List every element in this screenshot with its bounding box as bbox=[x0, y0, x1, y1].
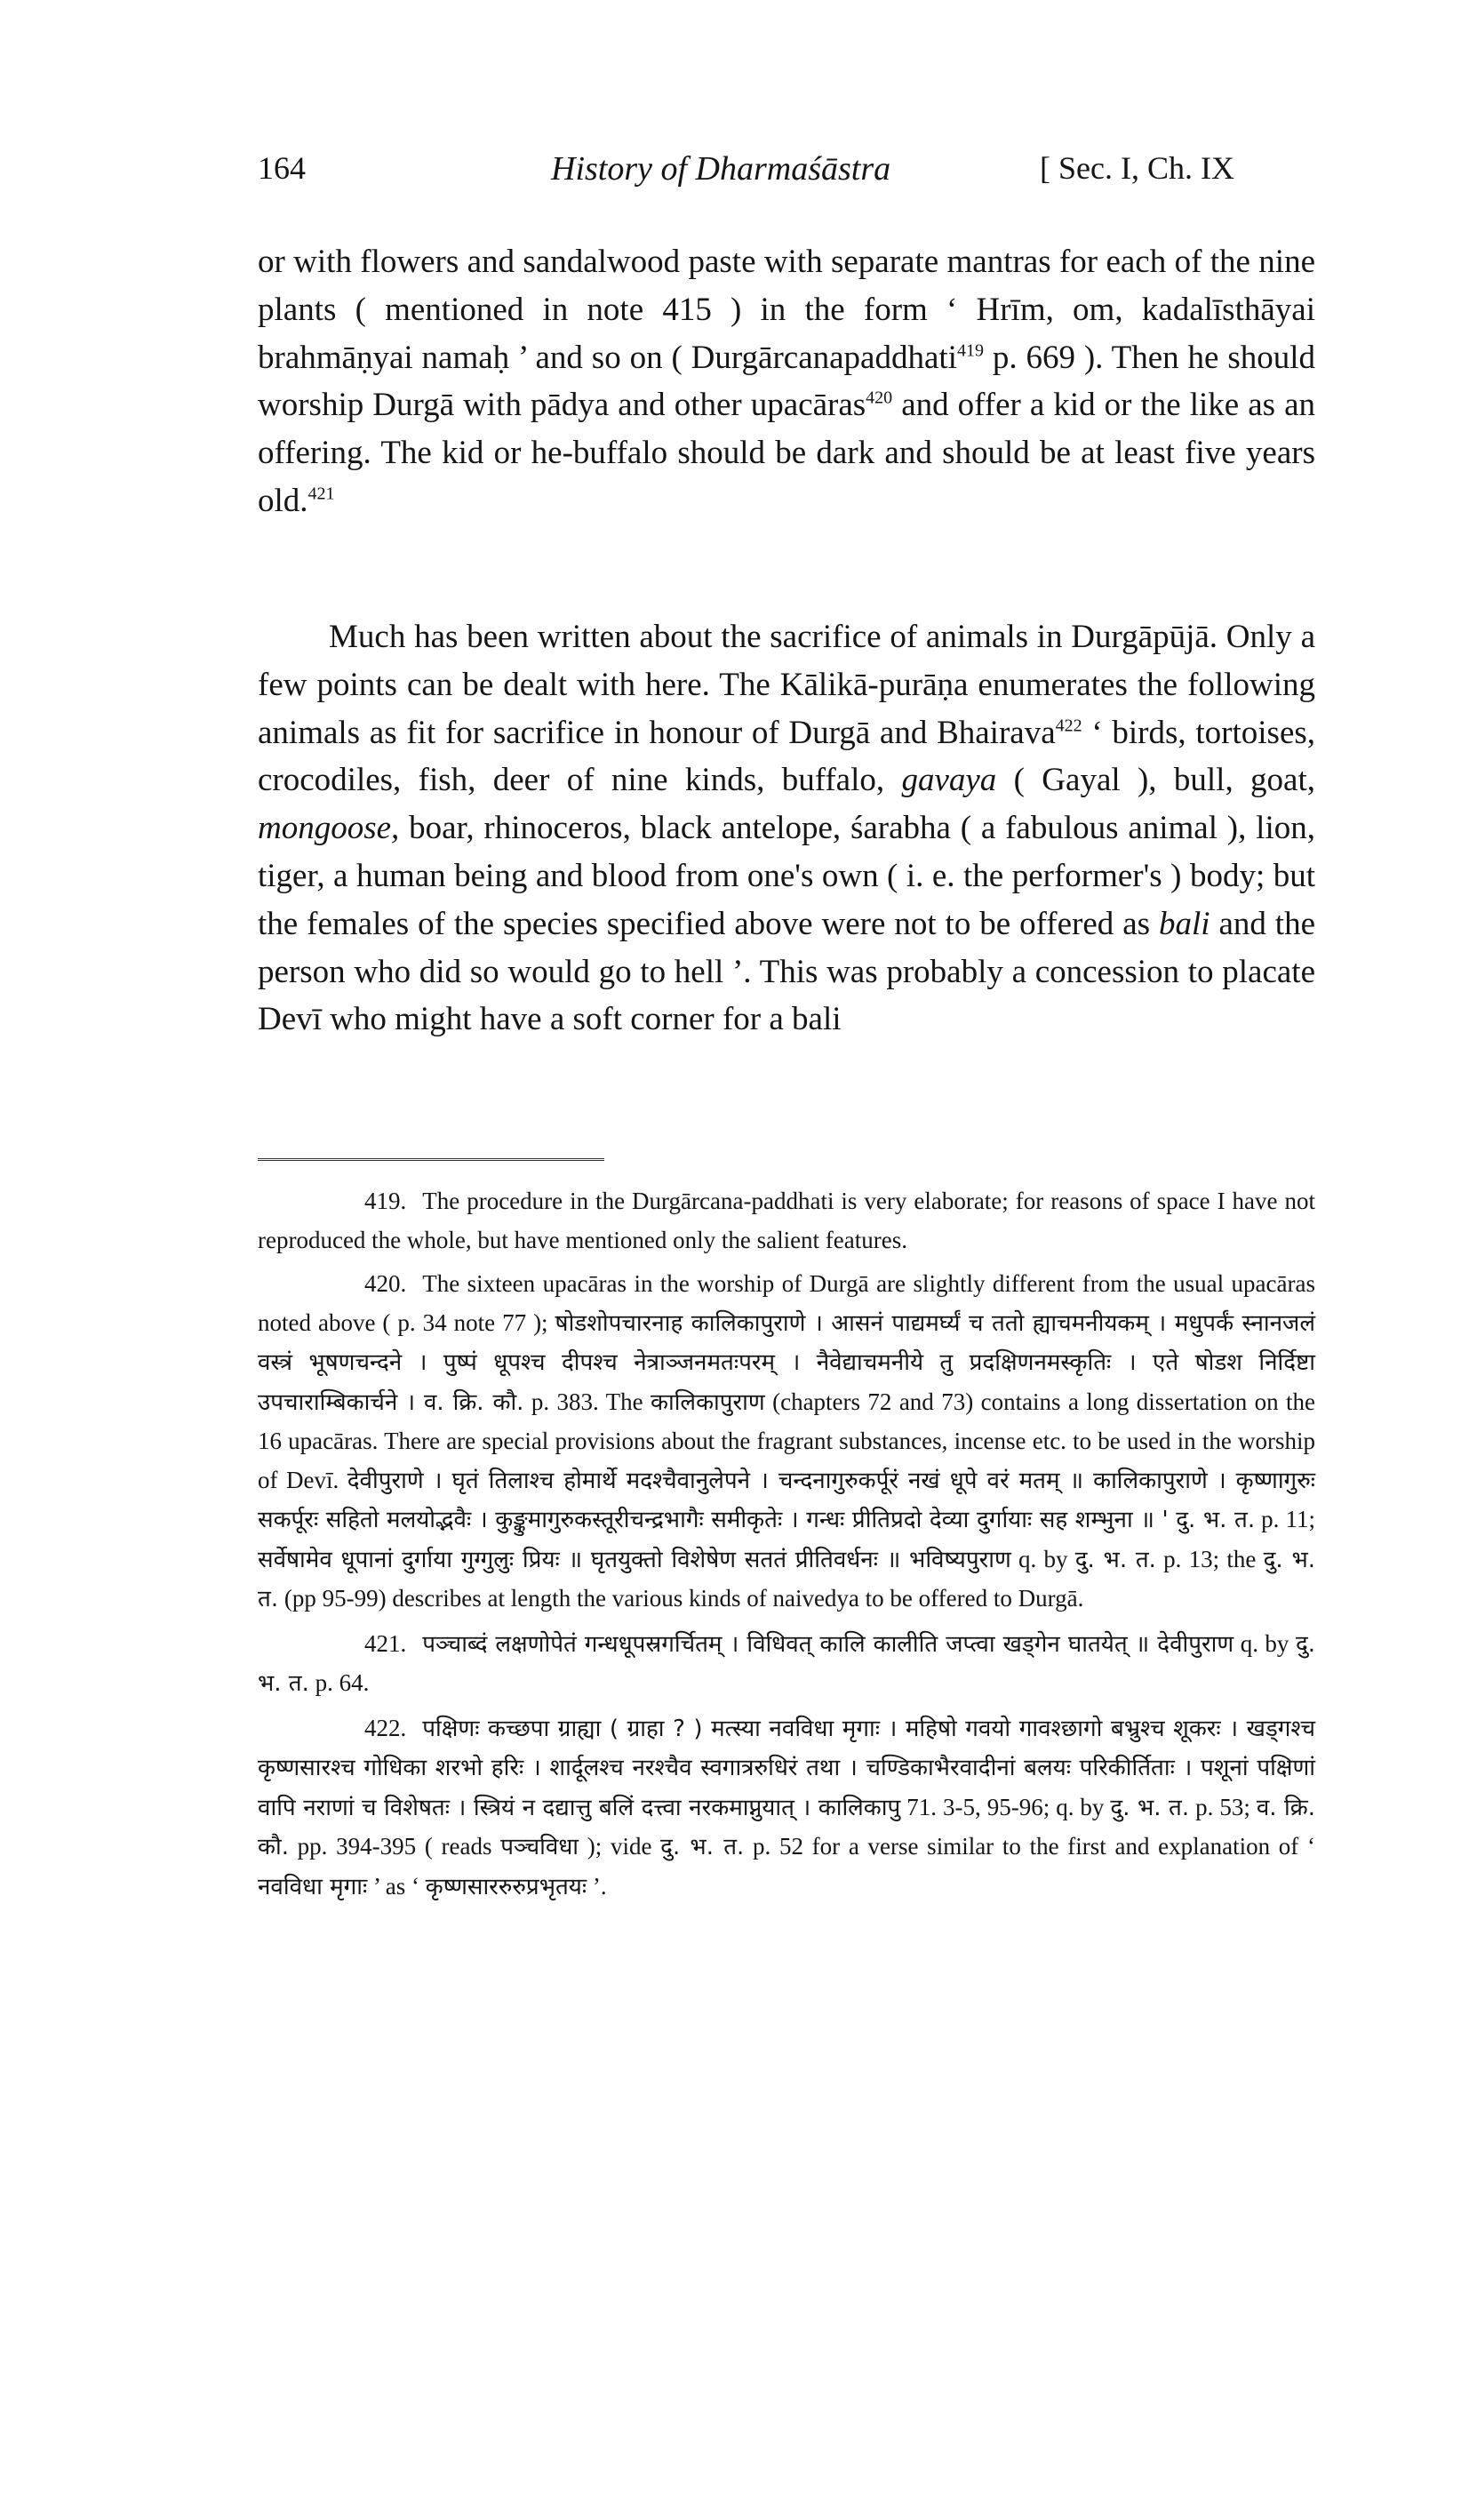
footnote-text: q. by bbox=[1010, 1545, 1075, 1572]
sanskrit-quote: सर्वेषामेव धूपानां दुर्गाया गुग्गुलुः प्रियः ॥ घृतयुक्तो विशेषेण सततं प्रीतिवर्धनः ॥ भविष्यपुराण bbox=[258, 1546, 1011, 1573]
footnote-text: ’. bbox=[587, 1872, 607, 1900]
sanskrit-abbrev: दु. भ. त. bbox=[660, 1834, 745, 1860]
footnote-ref-419[interactable]: 419 bbox=[956, 340, 984, 361]
footnote-number: 421. bbox=[364, 1629, 407, 1657]
sanskrit-abbrev: व. क्रि. कौ. bbox=[258, 1794, 1315, 1860]
text-span: and the person who did so would go to hell ’. This was probably a concession to placate Devī who might have a soft corner for a bali bbox=[258, 905, 1316, 1038]
italic-term: mongoose, bbox=[258, 810, 400, 847]
book-title: History of Dharmaśāstra bbox=[551, 150, 891, 188]
sanskrit-term: नवविधा मृगाः bbox=[258, 1873, 368, 1900]
italic-term: gavaya bbox=[901, 762, 997, 799]
text-span: ( Gayal ), bull, goat, bbox=[996, 762, 1315, 799]
page-number: 164 bbox=[258, 150, 306, 186]
paragraph-worship bbox=[258, 238, 1315, 525]
footnote-419 bbox=[258, 1182, 1315, 1260]
footnote-text: p. 383. The bbox=[523, 1388, 651, 1415]
footnote-text: p. 52 for a verse similar to the first and explanation of ‘ bbox=[744, 1833, 1315, 1860]
footnote-number: 420. bbox=[364, 1270, 407, 1297]
footnote-ref-420[interactable]: 420 bbox=[866, 388, 893, 409]
sanskrit-quote: पक्षिणः कच्छपा ग्राह्या ( ग्राहा ? ) मत्स्या नवविधा मृगाः । महिषो गवयो गावश्छागो बभ्रुश्च शूकरः । खड्गश्च कृष्णसारश्च गोधिका शरभो हरिः । शार्दूलश्च नरश्चैव स्वगात्ररुधिरं तथा । चण्डिकाभैरवादीनां बलयः परिकीर्तिताः । पशूनां पक्षिणां वापि नराणां च विशेषतः । स्त्रियं न दद्यात्तु बलिं दत्त्वा नरकमाप्नुयात् । कालिकापु bbox=[258, 1715, 1315, 1821]
footnote-420 bbox=[258, 1265, 1315, 1620]
sanskrit-quote: देवीपुराणे । घृतं तिलाश्च होमार्थे मदश्चैवानुलेपने । चन्दनागुरुकर्पूरं नखं धूपे वरं मतम् ॥ कालिकापुराणे । कृष्णागुरुः सकर्पूरः सहितो मलयोद्भवैः । कुङ्कुमागुरुकस्तूरीचन्द्रभागैः समीकृतेः । गन्धः प्रीतिप्रदो देव्या दुर्गायाः सह शम्भुना ॥ ' दु. भ. त. bbox=[258, 1467, 1315, 1533]
footnote-text: ); vide bbox=[579, 1833, 661, 1860]
text-span: boar, rhinoceros, black antelope, śarabha ( a fabulous animal ), lion, tiger, a human being and blood from one's own ( i. e. the performer's ) body; but the females of the species specified above were not to be offered as bbox=[258, 810, 1315, 942]
footnote-ref-421[interactable]: 421 bbox=[307, 484, 335, 504]
footnote-text: The sixteen upacāras in the worship of Durgā are slightly different from the usual upacāras noted above ( p. 34 note 77 ); bbox=[258, 1270, 1315, 1336]
footnote-text: 71. 3-5, 95-96; q. by bbox=[900, 1793, 1111, 1820]
footnote-number: 419. bbox=[364, 1188, 407, 1214]
text-span: and offer a kid or the like as an offering. The kid or he-buffalo should be dark and should be at least five years old. bbox=[258, 387, 1316, 519]
footnote-ref-422[interactable]: 422 bbox=[1055, 716, 1082, 736]
sanskrit-term: पञ्चविधा bbox=[500, 1834, 579, 1860]
footnote-text: p. 11; bbox=[1255, 1506, 1315, 1532]
paragraph-sacrifice bbox=[258, 613, 1315, 1044]
footnote-text: ’ as ‘ bbox=[367, 1872, 426, 1900]
footnote-text: p. 53; bbox=[1189, 1793, 1257, 1820]
footnote-text: q. by bbox=[1233, 1629, 1296, 1657]
footnote-text: The procedure in the Durgārcana-paddhati is very elaborate; for reasons of space I have not reproduced the whole, but have mentioned only the salient features. bbox=[258, 1188, 1315, 1253]
text-span: or with flowers and sandalwood paste with separate mantras for each of the nine plants ( mentioned in note 415 ) in the form ‘ Hrīm, om, kadalīsthāyai brahmāṇyai namaḥ ’ and so on ( Durgārcanapaddhati bbox=[258, 244, 1315, 376]
footnote-text: p. 13; the bbox=[1155, 1545, 1264, 1572]
sanskrit-abbrev: दु. भ. त. bbox=[1110, 1794, 1190, 1821]
italic-term: bali bbox=[1158, 905, 1210, 942]
footnote-421 bbox=[258, 1625, 1315, 1704]
footnote-text: (chapters 72 and 73) contains a long dissertation on the 16 upacāras. There are special provisions about the fragrant substances, incense etc. to be used in the worship of Devī. bbox=[258, 1388, 1315, 1493]
text-span: p. 669 ). Then he should worship Durgā with pādya and other upacāras bbox=[258, 339, 1315, 424]
text-span: Much has been written about the sacrifice of animals in Durgāpūjā. Only a few points can be dealt with here. The Kālikā-purāṇa enumerates the following animals as fit for sacrifice in honour of Durgā and Bhairava bbox=[258, 619, 1315, 751]
footnotes-section bbox=[258, 1182, 1315, 1912]
sanskrit-quote: षोडशोपचारनाह कालिकापुराणे । आसनं पाद्यमर्घ्यं च ततो ह्याचमनीयकम् । मधुपर्कं स्नानजलं वस्त्रं भूषणचन्दने । पुष्पं धूपश्च दीपश्च नेत्राञ्जनमतःपरम् । नैवेद्याचमनीये तु प्रदक्षिणनमस्कृतिः । एते षोडश निर्दिष्टा उपचाराम्बिकार्चने । व. क्रि. कौ. bbox=[258, 1309, 1315, 1416]
sanskrit-abbrev: दु. भ. त. bbox=[258, 1630, 1316, 1697]
sanskrit-abbrev: दु. भ. त. bbox=[258, 1546, 1315, 1612]
section-label: [ Sec. I, Ch. IX bbox=[1040, 150, 1234, 186]
footnote-number: 422. bbox=[364, 1714, 407, 1741]
sanskrit-abbrev: दु. भ. त. bbox=[1074, 1546, 1156, 1573]
running-header bbox=[258, 149, 1324, 194]
text-span: ‘ birds, tortoises, crocodiles, fish, deer of nine kinds, buffalo, bbox=[258, 714, 1316, 799]
footnote-text: pp. 394-395 ( reads bbox=[288, 1833, 501, 1860]
footnote-divider bbox=[258, 1158, 604, 1161]
footnote-422 bbox=[258, 1709, 1315, 1908]
sanskrit-quote: पञ्चाब्दं लक्षणोपेतं गन्धधूपस्रगर्चितम् । विधिवत् कालि कालीति जप्त्वा खड्गेन घातयेत् ॥ देवीपुराण bbox=[422, 1630, 1234, 1658]
sanskrit-term: कृष्णसाररुरुप्रभृतयः bbox=[425, 1873, 587, 1900]
sanskrit-term: कालिकापुराण bbox=[651, 1388, 765, 1416]
footnote-text: p. 64. bbox=[308, 1669, 370, 1696]
footnote-text: (pp 95-99) describes at length the various kinds of naivedya to be offered to Durgā. bbox=[278, 1585, 1084, 1612]
